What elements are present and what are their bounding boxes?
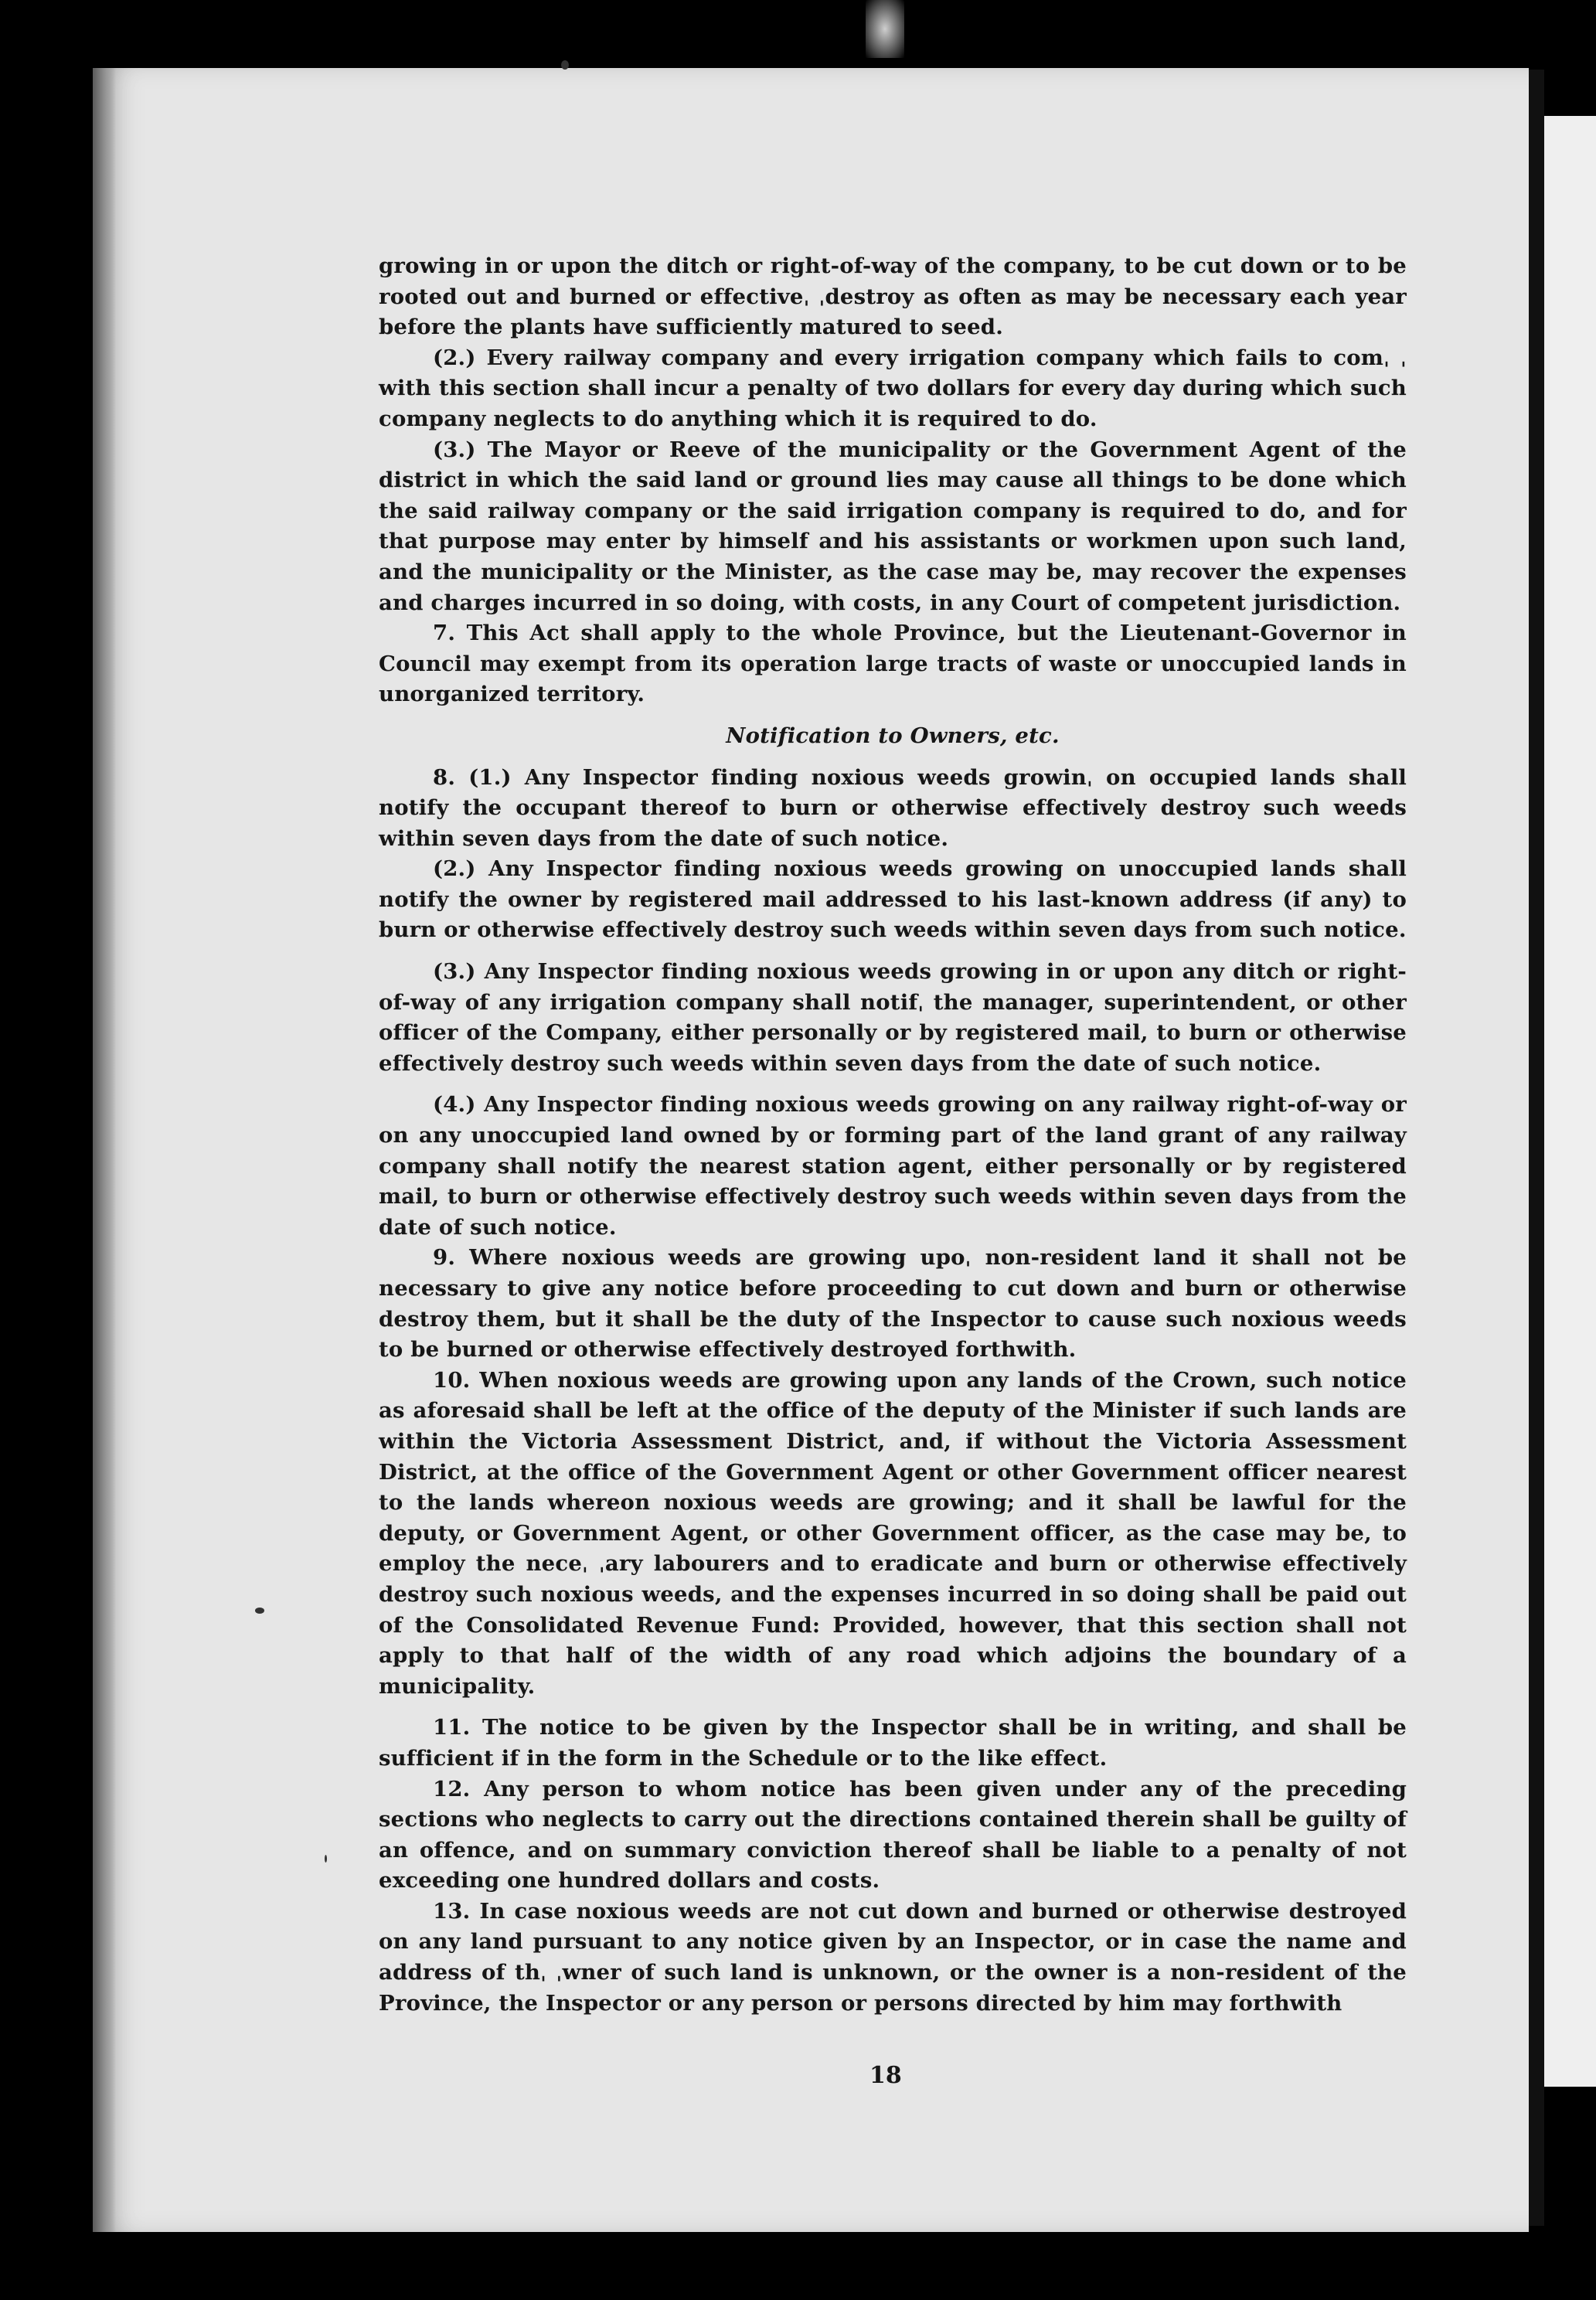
paragraph: 11. The notice to be given by the Inspector shall be in writing, and shall be sufficient if in the form in the Schedule or to the like effect. [379,1715,1407,1771]
paragraph: (3.) The Mayor or Reeve of the municipality or the Government Agent of the district in which the said land or ground lies may cause all things to be done which the said railway company or the said irrigation company is required to do, and for that purpose may enter by himself and his assistants or workmen upon such land, and the municipality or the Minister, as the case may be, may recover the expenses and charges incurred in so doing, with costs, in any Court of competent jurisdiction. [379,437,1407,615]
paragraph: (2.) Any Inspector finding noxious weeds growing on unoccupied lands shall notify the owner by registered mail addressed to his last-known address (if any) to burn or otherwise effectively destroy such weeds within seven days from such notice. [379,856,1407,943]
body-text [379,251,1407,2019]
section-heading: Notification to Owners, etc. [726,723,1060,748]
scan-speck [561,60,569,70]
scan-speck [255,1608,264,1614]
adjacent-page-strip [1544,116,1596,2094]
paragraph: 7. This Act shall apply to the whole Province, but the Lieutenant-Governor in Council may exempt from its operation large tracts of waste or unoccupied lands in unorganized territory. [379,621,1407,707]
page-binding-shadow [93,68,116,2232]
paragraph: 10. When noxious weeds are growing upon any lands of the Crown, such notice as aforesaid shall be left at the office of the deputy of the Minister if such lands are within the Victoria Assessment District, and, if without the Victoria Assessment District, at the office of the Government Agent or other Government officer nearest to the lands whereon noxious weeds are growing; and it shall be lawful for the deputy, or Government Agent, or other Government officer, as the case may be, to employ the neceˌ ˌary labourers and to eradicate and burn or otherwise effectively destroy such noxious weeds, and the expenses incurred in so doing shall be paid out of the Consolidated Revenue Fund: Provided, however, that this section shall not apply to that half of the width of any road which adjoins the boundary of a municipality. [379,1367,1407,1699]
paragraph: (4.) Any Inspector finding noxious weeds growing on any railway right-of-way or on any unoccupied land owned by or forming part of the land grant of any railway company shall notify the nearest station agent, either personally or by registered mail, to burn or otherwise effectively destroy such weeds within seven days from the date of such notice. [379,1092,1407,1240]
paragraph: 13. In case noxious weeds are not cut down and burned or otherwise destroyed on any land pursuant to any notice given by an Inspector, or in case the name and address of thˌ ˌwner of such land is unknown, or the owner is a non-resident of the Province, the Inspector or any person or persons directed by him may forthwith [379,1898,1407,2016]
paragraph: 9. Where noxious weeds are growing upoˌ non-resident land it shall not be necessary to give any notice before proceeding to cut down and burn or otherwise destroy them, but it shall be the duty of the Inspector to cause such noxious weeds to be burned or otherwise effectively destroyed forthwith. [379,1245,1407,1363]
page-right-edge [1529,70,1544,2226]
adjacent-page-shadow [1544,2087,1596,2300]
scan-artifact [866,0,904,58]
page-number: 18 [869,2062,902,2089]
paragraph: growing in or upon the ditch or right-of-way of the company, to be cut down or to be rooted out and burned or effectiveˌ ˌdestroy as often as may be necessary each year before the plants have sufficiently matured to seed. [379,253,1407,340]
scan-speck [325,1855,327,1863]
paragraph: (3.) Any Inspector finding noxious weeds growing in or upon any ditch or right-of-way of any irrigation company shall notifˌ the manager, superintendent, or other officer of the Company, either personally or by registered mail, to burn or otherwise effectively destroy such weeds within seven days from the date of such notice. [379,959,1407,1076]
paragraph: 8. (1.) Any Inspector finding noxious weeds growinˌ on occupied lands shall notify the occupant thereof to burn or otherwise effectively destroy such weeds within seven days from the date of such notice. [379,764,1407,851]
paragraph: (2.) Every railway company and every irrigation company which fails to comˌ ˌ with this section shall incur a penalty of two dollars for every day during which such company neglects to do anything which it is required to do. [379,345,1407,431]
paragraph: 12. Any person to whom notice has been given under any of the preceding sections who neglects to carry out the directions contained therein shall be guilty of an offence, and on summary conviction thereof shall be liable to a penalty of not exceeding one hundred dollars and costs. [379,1776,1407,1893]
